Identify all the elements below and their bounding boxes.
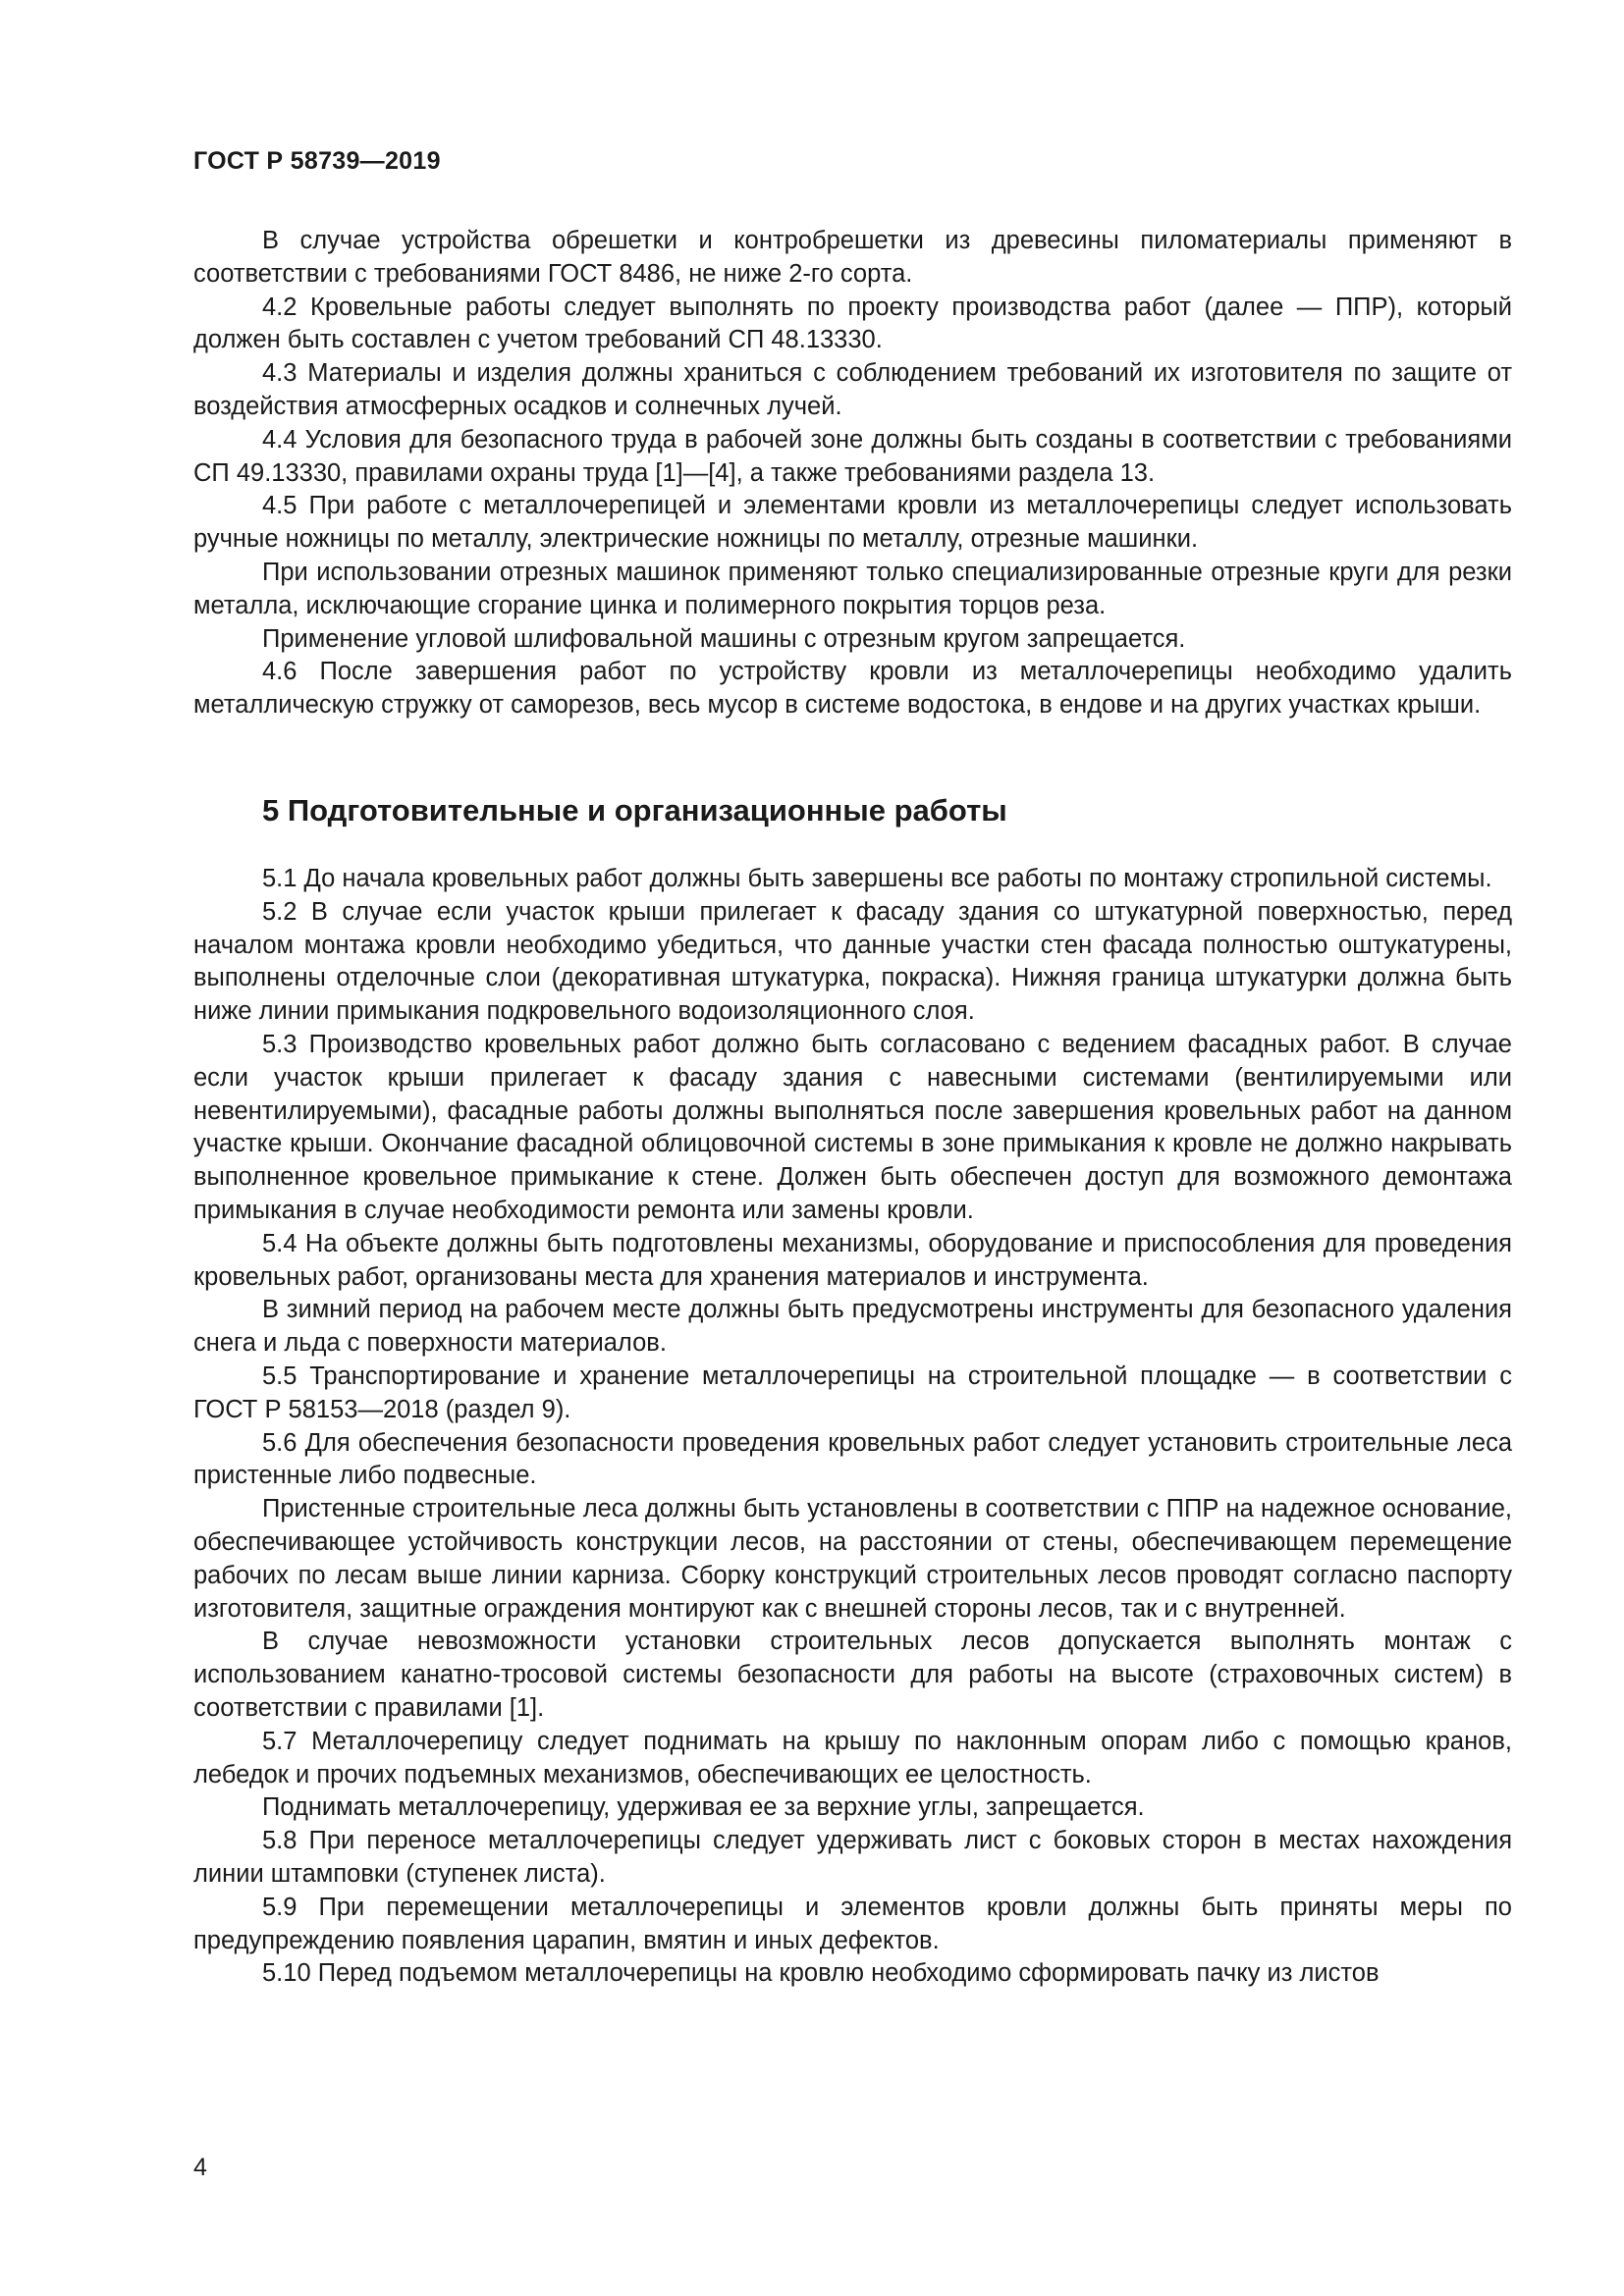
page-number: 4 — [193, 2154, 207, 2181]
paragraph: 4.3 Материалы и изделия должны храниться с соблюдением требований их изготовителя по защите от воздействия атмосферных осадков и солнечных лучей. — [193, 359, 1512, 420]
paragraph: Применение угловой шлифовальной машины с отрезным кругом запрещается. — [262, 624, 1186, 653]
paragraph: 5.8 При переносе металлочерепицы следует удерживать лист с боковых сторон в местах нахождения линии штамповки (ступенек листа). — [193, 1827, 1512, 1888]
paragraph: 4.2 Кровельные работы следует выполнять по проекту производства работ (далее — ППР), который должен быть составлен с учетом требований СП 48.13330. — [193, 293, 1512, 354]
paragraph: 5.1 До начала кровельных работ должны быть завершены все работы по монтажу стропильной системы. — [262, 865, 1492, 892]
paragraph: В случае невозможности установки строительных лесов допускается выполнять монтаж с использованием канатно-тросовой системы безопасности для работы на высоте (страховочных систем) в соответствии с правилами [1]. — [193, 1628, 1512, 1722]
paragraph: В случае устройства обрешетки и контробрешетки из древесины пиломатериалы применяют в соответствии с требованиями ГОСТ 8486, не ниже 2-го сорта. — [193, 227, 1512, 288]
running-header: ГОСТ Р 58739—2019 — [193, 147, 441, 175]
paragraph: При использовании отрезных машинок применяют только специализированные отрезные круги для резки металла, исключающие сгорание цинка и полимерного покрытия торцов реза. — [193, 558, 1512, 619]
paragraph: 5.5 Транспортирование и хранение металлочерепицы на строительной площадке — в соответствии с ГОСТ Р 58153—2018 (раздел 9). — [193, 1362, 1512, 1423]
section-heading: 5 Подготовительные и организационные работы — [262, 793, 1007, 828]
paragraph: 5.3 Производство кровельных работ должно быть согласовано с ведением фасадных работ. В случае если участок крыши прилегает к фасаду здания с навесными системами (вентилируемыми или невентилируемыми), фасадные работы должны выполняться после завершения кровельных работ на данном участке крыши. Окончание фасадной облицовочной системы в зоне примыкания к кровле не должно накрывать выполненное кровельное примыкание к стене. Должен быть обеспечен доступ для возможного демонтажа примыкания в случае необходимости ремонта или замены кровли. — [193, 1030, 1512, 1224]
paragraph: Пристенные строительные леса должны быть установлены в соответствии с ППР на надежное основание, обеспечивающее устойчивость конструкции лесов, на расстоянии от стены, обеспечивающем перемещение рабочих по лесам выше линии карниза. Сборку конструкций строительных лесов проводят согласно паспорту изготовителя, защитные ограждения монтируют как с внешней стороны лесов, так и с внутренней. — [193, 1495, 1512, 1623]
paragraph: 5.4 На объекте должны быть подготовлены механизмы, оборудование и приспособления для проведения кровельных работ, организованы места для хранения материалов и инструмента. — [193, 1229, 1512, 1291]
paragraph: В зимний период на рабочем месте должны быть предусмотрены инструменты для безопасного удаления снега и льда с поверхности материалов. — [193, 1296, 1512, 1358]
paragraph: Поднимать металлочерепицу, удерживая ее за верхние углы, запрещается. — [262, 1793, 1145, 1822]
paragraph: 5.6 Для обеспечения безопасности проведения кровельных работ следует установить строительные леса пристенные либо подвесные. — [193, 1428, 1512, 1490]
paragraph: 4.5 При работе с металлочерепицей и элементами кровли из металлочерепицы следует использовать ручные ножницы по металлу, электрические ножницы по металлу, отрезные машинки. — [193, 492, 1512, 554]
text-block-section-5 — [193, 863, 1512, 1991]
paragraph: 5.10 Перед подъемом металлочерепицы на кровлю необходимо сформировать пачку из листов — [262, 1959, 1380, 1988]
paragraph: 4.6 После завершения работ по устройству кровли из металлочерепицы необходимо удалить металлическую стружку от саморезов, весь мусор в системе водостока, в ендове и на других участках крыши. — [193, 658, 1512, 720]
paragraph: 4.4 Условия для безопасного труда в рабочей зоне должны быть созданы в соответствии с требованиями СП 49.13330, правилами охраны труда [1]—[4], а также требованиями раздела 13. — [193, 425, 1512, 487]
paragraph: 5.9 При перемещении металлочерепицы и элементов кровли должны быть приняты меры по предупреждению появления царапин, вмятин и иных дефектов. — [193, 1893, 1512, 1954]
text-block-section-4 — [193, 225, 1512, 722]
paragraph: 5.7 Металлочерепицу следует поднимать на крышу по наклонным опорам либо с помощью кранов, лебедок и прочих подъемных механизмов, обеспечивающих ее целостность. — [193, 1727, 1512, 1789]
paragraph: 5.2 В случае если участок крыши прилегает к фасаду здания со штукатурной поверхностью, перед началом монтажа кровли необходимо убедиться, что данные участки стен фасада полностью оштукатурены, выполнены отделочные слои (декоративная штукатурка, покраска). Нижняя граница штукатурки должна быть ниже линии примыкания подкровельного водоизоляционного слоя. — [193, 897, 1512, 1026]
